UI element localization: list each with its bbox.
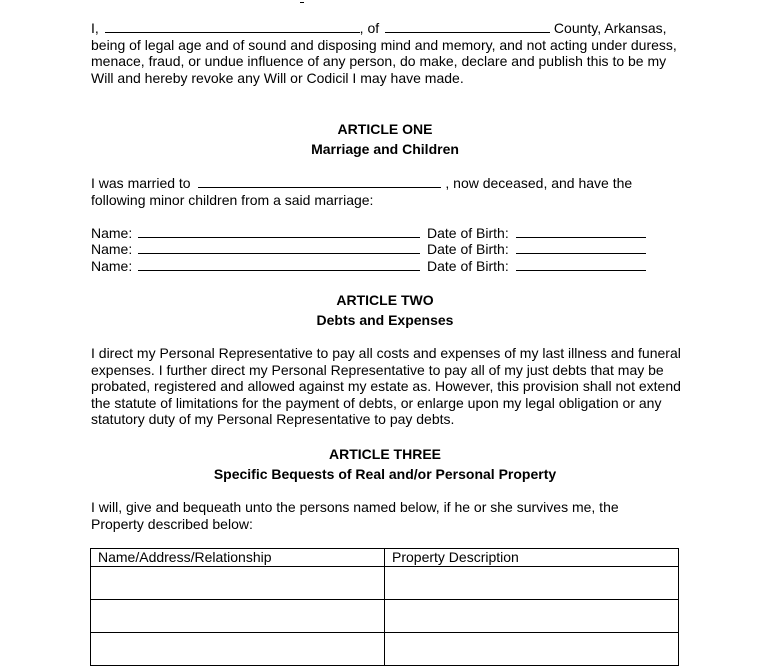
property-cell[interactable] [385, 600, 679, 633]
child-name-field[interactable] [138, 258, 420, 271]
child-name-field[interactable] [138, 225, 420, 238]
child-row [91, 258, 646, 274]
child-dob-field[interactable] [516, 241, 646, 254]
intro-line-3: menace, fraud, or undue influence of any person, do make, declare and publish this to be my [91, 53, 667, 69]
debts-line: expenses. I further direct my Personal Representative to pay all of my just debts that may be [91, 362, 664, 378]
child-name-label: Name: [91, 258, 133, 274]
debts-line: statutory duty of my Personal Representative to pay debts. [91, 411, 455, 427]
child-name-field[interactable] [138, 241, 420, 254]
beneficiary-cell[interactable] [91, 567, 385, 600]
bequest-intro-line-1: I will, give and bequeath unto the persons named below, if he or she survives me, the [91, 499, 619, 515]
intro-county-label: County, Arkansas, [553, 20, 667, 36]
debts-line: the statute of limitations for the payment of debts, or enlarge upon my legal obligation or any [91, 395, 662, 411]
deceased-label: , now deceased, and have the [445, 175, 633, 191]
article-three-title: ARTICLE THREE [329, 446, 441, 462]
article-two-title: ARTICLE TWO [336, 292, 434, 308]
property-cell[interactable] [385, 633, 679, 666]
bequest-table [90, 548, 679, 666]
child-dob-label: Date of Birth: [427, 241, 509, 257]
bequest-intro-line-2: Property described below: [91, 516, 253, 532]
article-one-title: ARTICLE ONE [337, 121, 433, 137]
child-name-label: Name: [91, 225, 133, 241]
child-row [91, 241, 646, 257]
article-two-subtitle: Debts and Expenses [316, 312, 454, 328]
col-header-name: Name/Address/Relationship [91, 549, 385, 567]
beneficiary-cell[interactable] [91, 600, 385, 633]
article-one-subtitle: Marriage and Children [311, 141, 459, 157]
table-row [91, 633, 679, 666]
child-name-label: Name: [91, 241, 133, 257]
county-field[interactable] [385, 20, 550, 33]
testator-name-field[interactable] [105, 20, 360, 33]
table-row [91, 567, 679, 600]
children-intro-line: following minor children from a said marriage: [91, 192, 374, 208]
intro-of-label: , of [359, 20, 380, 36]
child-dob-field[interactable] [516, 258, 646, 271]
married-line [91, 175, 691, 192]
child-dob-field[interactable] [516, 225, 646, 238]
child-dob-label: Date of Birth: [427, 225, 509, 241]
beneficiary-cell[interactable] [91, 633, 385, 666]
property-cell[interactable] [385, 567, 679, 600]
child-dob-label: Date of Birth: [427, 258, 509, 274]
intro-i-label: I, [91, 20, 99, 36]
cut-off-mark [300, 0, 304, 3]
table-row [91, 600, 679, 633]
intro-line-4: Will and hereby revoke any Will or Codicil I may have made. [91, 70, 464, 86]
intro-line-2: being of legal age and of sound and disposing mind and memory, and not acting under duress, [91, 37, 677, 53]
col-header-property: Property Description [385, 549, 679, 567]
married-label: I was married to [91, 175, 191, 191]
debts-line: probated, registered and allowed against my estate as. However, this provision shall not extend [91, 378, 681, 394]
spouse-name-field[interactable] [198, 175, 441, 188]
child-row [91, 225, 646, 241]
table-header-row [91, 549, 679, 567]
article-three-subtitle: Specific Bequests of Real and/or Personal Property [213, 466, 557, 482]
debts-line: I direct my Personal Representative to pay all costs and expenses of my last illness and funeral [91, 345, 681, 361]
intro-line-1 [91, 20, 691, 37]
